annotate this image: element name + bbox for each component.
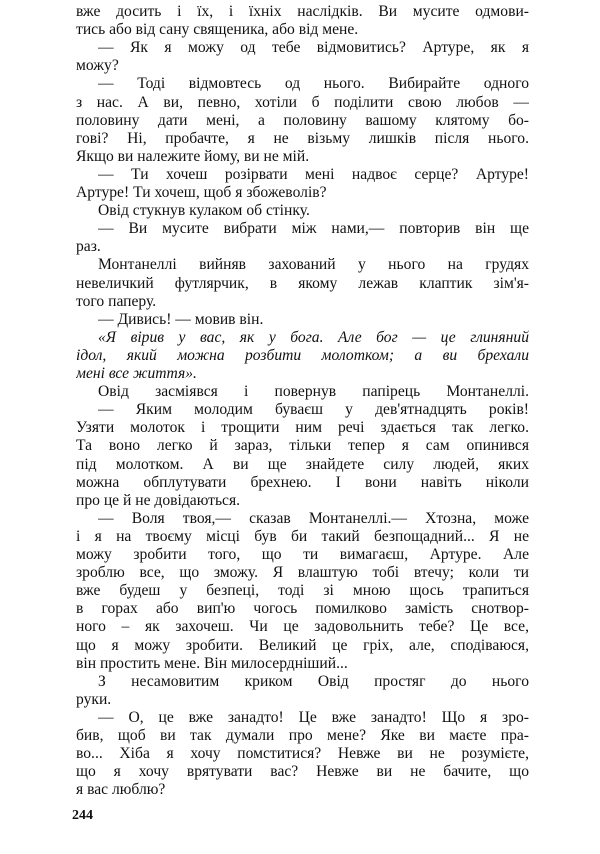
text-line: раз. [76,238,101,256]
text-line: бив, щоб ви так думали про мене? Яке ви маєте пра- [76,727,529,744]
text-line: і я на твоєму місці був би такий безпощадний... Я не [76,527,529,545]
text-line: що я можу зробити. Великий це гріх, але, сподіваюся, [76,636,529,654]
text-line: Овід стукнув кулаком об стінку. [98,202,310,220]
text-line: руки. [76,690,112,708]
text-line: він простить мене. Він милосердніший... [76,654,348,672]
text-line: зроблю все, що зможу. Я влаштую тобі втечу; коли ти [76,564,529,582]
text-line: Якщо ви належите йому, ви не мій. [76,147,310,165]
text-line: можу? [76,57,119,75]
text-line: — Ви мусите вибрати між нами,— повторив він ще [98,220,529,238]
quote-line: ідол, який можна розбити молотком; а ви брехали [76,346,529,364]
text-line: що я хочу врятувати вас? Невже ви не бачите, що [76,763,529,781]
text-line: Узяти молоток і трощити ним речі здається так легко. [76,419,529,437]
quote-line: «Я вірив у вас, як у бога. Але бог — це глиняний [98,328,529,346]
text-line: Та воно легко й зараз, тільки тепер я сам опинився [76,437,529,455]
text-line: — Дивись! — мовив він. [98,310,264,328]
text-line: Монтанеллі вийняв захований у нього на грудях [98,256,529,274]
text-line: половину дати мені, а половину вашому клятому бо- [76,111,529,129]
text-line: во... Хіба я хочу помститися? Невже ви не розумієте, [76,745,529,763]
text-line: про це й не довідаються. [76,491,241,509]
text-line: ного – як захочеш. Чи це задовольнить тебе? Це все, [76,618,529,636]
text-line: я вас люблю? [76,781,166,799]
text-line: вже досить і їх, і їхніх наслідків. Ви мусите одмови- [76,3,529,20]
text-line: — Ти хочеш розірвати мені надвоє серце? Артуре! [98,165,529,183]
text-line: того паперу. [76,292,157,310]
text-line: вже будеш у безпеці, тоді зі мною щось трапиться [76,582,529,600]
text-line: тись або від сану священика, або від мене. [76,21,359,39]
text-line: можу зробити того, що ти вимагаєш, Артуре. Але [76,546,529,563]
text-line: — Воля твоя,— сказав Монтанеллі.— Хтозна, може [98,509,529,527]
text-line: невеличкий футлярчик, в якому лежав клаптик зім'я- [76,274,529,292]
text-line: Артуре! Ти хочеш, щоб я збожеволів? [76,184,327,201]
quote-line: мені все життя». [76,365,197,382]
text-line: під молотком. А ви ще знайдете силу людей, яких [76,455,529,473]
text-line: — Тоді відмовтесь од нього. Вибирайте одного [98,75,529,93]
text-line: в горах або вип'ю чогось помилково замість снотвор- [76,600,529,618]
text-line: Овід засміявся і повернув папірець Монтанеллі. [98,383,529,401]
text-line: гові? Ні, пробачте, я не візьму лишків після нього. [76,129,529,147]
text-line: — Яким молодим буваєш у дев'ятнадцять років! [98,401,529,419]
text-line: з нас. А ви, певно, хотіли б поділити свою любов — [76,93,529,111]
text-line: можна обплутувати брехнею. І вони навіть ніколи [76,473,529,491]
page-number: 244 [72,808,93,824]
text-line: З несамовитим криком Овід простяг до нього [98,672,529,690]
text-line: — Як я можу од тебе відмовитись? Артуре, як я [98,39,529,57]
text-line: — О, це вже занадто! Це вже занадто! Що я зро- [98,708,529,726]
